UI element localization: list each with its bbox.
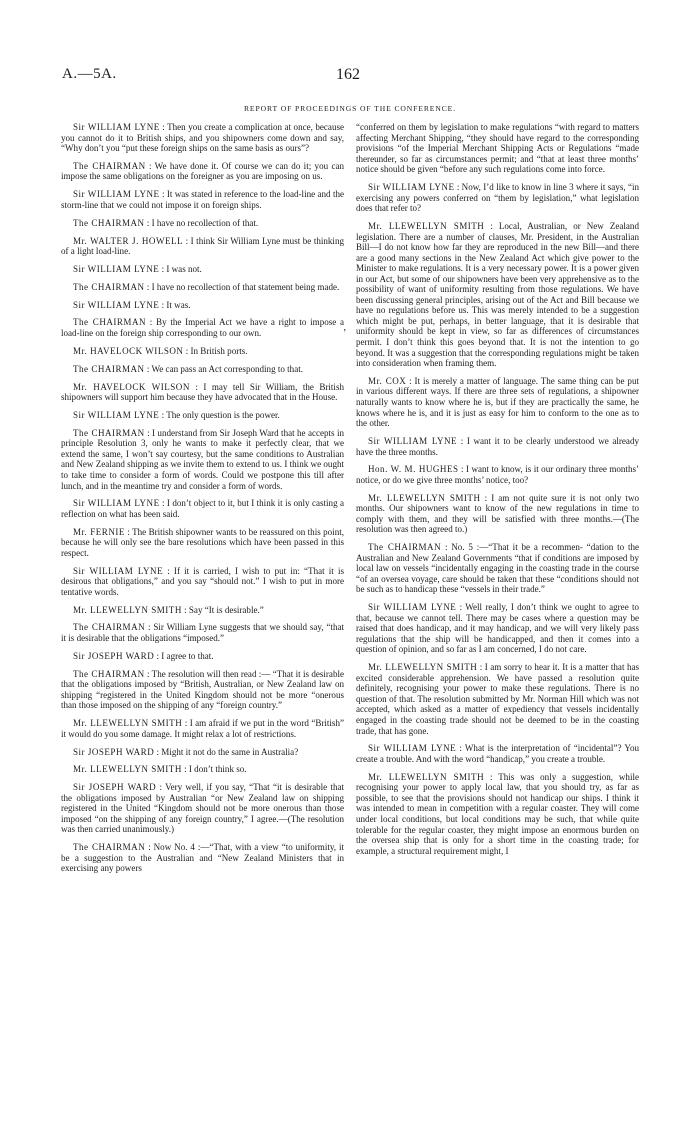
- speech-text: : We have done it. Of course we can do it; you can impose the same obligations on the foreigner as you are imposing on us.: [61, 160, 344, 182]
- speech-text: : If it is carried, I wish to put in: “That it is desirous that obligations,” and you say “should not.” I wish to put in more tentative words.: [61, 565, 344, 597]
- speaker-name: Mr. LLEWELLYN SMITH: [73, 764, 182, 775]
- speech-text: : I am not quite sure it is not only two months. Our shipowners want to know of the new regulations in time to comply with them, and they will be satisfied with three months.—(The resolution was then agreed to.): [356, 492, 639, 535]
- speech-text: : It was stated in reference to the load-line and the storm-line that we could not impose it on foreign ships.: [61, 189, 344, 210]
- speech-paragraph: [61, 651, 344, 662]
- speaker-name: Sir WILLIAM LYNE: [73, 189, 160, 200]
- speech-paragraph: [61, 566, 344, 598]
- speech-paragraph: [61, 282, 344, 293]
- speaker-name: Sir WILLIAM LYNE: [368, 435, 458, 446]
- speech-paragraph: [61, 300, 344, 311]
- speech-paragraph: [61, 122, 344, 154]
- speaker-name: Mr. HAVELOCK WILSON: [73, 381, 190, 392]
- speech-paragraph: [356, 493, 639, 535]
- speech-paragraph: [356, 662, 639, 736]
- speech-paragraph: [61, 718, 344, 739]
- speech-paragraph: [61, 317, 347, 339]
- speech-paragraph: [61, 498, 344, 519]
- speech-text: : The resolution will then read :— “That it is desirable that the obligations imposed by “British, Australian, or New Zealand law on shipping “registered in the United Kingdom should not be more “onerous than those imposed on the shipping of any “foreign country.”: [61, 668, 344, 711]
- speech-paragraph: [356, 376, 639, 429]
- speaker-name: The CHAIRMAN: [73, 160, 146, 171]
- speech-paragraph: [356, 182, 639, 214]
- speech-paragraph: [61, 669, 344, 711]
- speech-text: : Might it not do the same in Australia?: [156, 746, 299, 757]
- speaker-name: Sir WILLIAM LYNE: [368, 743, 457, 754]
- speaker-name: Mr. HAVELOCK WILSON: [73, 345, 184, 356]
- speech-text: : I don’t think so.: [184, 764, 247, 775]
- page-number: 162: [336, 66, 360, 83]
- speaker-name: Mr. LLEWELLYN SMITH: [368, 220, 485, 231]
- speaker-name: Sir JOSEPH WARD: [73, 650, 155, 661]
- speaker-name: Hon. W. M. HUGHES: [368, 464, 459, 475]
- speaker-name: Sir WILLIAM LYNE: [73, 498, 160, 509]
- speech-text: : The only question is the power.: [161, 409, 280, 420]
- speech-paragraph: [61, 161, 344, 182]
- speaker-name: The CHAIRMAN: [73, 317, 147, 328]
- speaker-name: Mr. LLEWELLYN SMITH: [368, 492, 481, 503]
- speech-text: : This was only a suggestion, while recognising your power to apply local law, that you should try, as far as possible, to see that the provisions should not handicap our ships. I think it was intended to mean in competition with a regular coaster. They will come under local conditions, but local conditions may be such, that while quite tolerable for the regular coaster, they might impose an enormous burden on the oversea ship that is only for a short time in the coasting trade; for example, a structural requirement might, I: [356, 771, 639, 856]
- speech-text: : Now, I’d like to know in line 3 where it says, “in exercising any powers conferred on “them by legislation,” what legislation does that refer to?: [356, 182, 639, 214]
- speech-text: : I think Sir William Lyne must be thinking of a light load-line.: [61, 235, 344, 257]
- speaker-name: Sir WILLIAM LYNE: [73, 409, 160, 420]
- speech-text: : I want to know, is it our ordinary three months’ notice, or do we give three months’ notice, too?: [356, 464, 640, 485]
- speech-text: : What is the interpretation of “incidental”? You create a trouble. And with the word “handicap,” you create a trouble.: [356, 743, 639, 764]
- speech-text: : Sir William Lyne suggests that we should say, “that it is desirable that the obligations “imposed.”: [61, 622, 345, 644]
- speech-paragraph: [356, 743, 639, 764]
- speech-paragraph: [61, 527, 344, 559]
- speaker-name: The CHAIRMAN: [73, 281, 145, 292]
- running-title: REPORT OF PROCEEDINGS OF THE CONFERENCE.: [243, 104, 457, 113]
- speaker-name: Mr. LLEWELLYN SMITH: [73, 604, 182, 615]
- speech-paragraph: [61, 764, 344, 775]
- speaker-name: Sir WILLIAM LYNE: [368, 182, 455, 193]
- speech-text: “conferred on them by legislation to make regulations “with regard to matters affecting Merchant Shipping, “they should have regard to the corresponding provisions “of the Imperial Merchant Shipping Acts or Regulations “made thereunder, so far as circumstances permit; and “that at least three months’ notice should be given “before any such regulations come into force.: [356, 122, 639, 175]
- speech-paragraph: [356, 464, 639, 485]
- speech-text: : I don’t object to it, but I think it is only casting a reflection on what has been said.: [61, 498, 345, 519]
- speech-text: : I have no recollection of that statement being made.: [146, 281, 340, 292]
- speech-text: : Well really, I don’t think we ought to agree to that, because we cannot tell. There may be cases where a question may be raised that does handicap, and it may handicap, and we will very likely pass regulations that the ship will be handicapped, and then it comes into a question of opinion, and so far as I am concerned, I do not care.: [356, 602, 640, 655]
- speech-paragraph: [61, 605, 344, 616]
- speaker-name: Mr. LLEWELLYN SMITH: [73, 718, 183, 729]
- speech-text: : The British shipowner wants to be reassured on this point, because he will only see the bare resolutions which have been passed in this respect.: [61, 526, 344, 558]
- margin-mark: ’: [343, 328, 347, 339]
- speaker-name: Mr. LLEWELLYN SMITH: [368, 662, 478, 673]
- speech-text: : It is merely a matter of language. The same thing can be put in various different ways. If there are three sets of regulations, a shipowner naturally wants to know where he is, but if they are practically the same, he knows where he is, and it is just as easy for him to conform to the one as to the other.: [356, 375, 639, 429]
- speech-text: : By the Imperial Act we have a right to impose a load-line on the foreign ship corresponding to our own.: [61, 317, 345, 339]
- speaker-name: Mr. WALTER J. HOWELL: [73, 235, 184, 246]
- speech-text: : We can pass an Act corresponding to that.: [146, 363, 303, 374]
- speech-paragraph: [61, 842, 344, 874]
- speech-paragraph: [356, 122, 639, 175]
- speech-paragraph: [61, 622, 344, 643]
- speech-text: : I was not.: [161, 263, 202, 274]
- speaker-name: Sir WILLIAM LYNE: [73, 122, 160, 132]
- speech-text: : I am sorry to hear it. It is a matter that has excited considerable apprehension. We have passed a resolution quite definitely, recognising your power to make these regulations. There is no question of that. The resolution submitted by Mr. Norman Hill which was not accepted, which asked as a matter of expediency that vessels incidentally engaged in the coasting trade should not be deemed to be in the coasting trade, that has gone.: [356, 662, 639, 736]
- speech-text: : I have no recollection of that.: [146, 217, 259, 228]
- speech-paragraph: [356, 436, 639, 457]
- speaker-name: Mr. COX: [368, 375, 407, 386]
- speech-text: : Very well, if you say, “That “it is desirable that the obligations imposed by Australian “or New Zealand law on shipping registered in the United “Kingdom should not be more onerous than those imposed “on the shipping of any foreign country,” I agree.—(The resolution was then carried unanimously.): [61, 782, 345, 835]
- speech-paragraph: [61, 382, 344, 403]
- speech-paragraph: [356, 772, 639, 856]
- speaker-name: The CHAIRMAN: [73, 668, 145, 679]
- speech-paragraph: [61, 218, 344, 229]
- speech-text: : Then you create a complication at once, because you cannot do it to British ships, and you shipowners come down and say, “Why don’t you “put these foreign ships on the same basis as ours”?: [61, 122, 345, 154]
- speaker-name: The CHAIRMAN: [73, 842, 146, 853]
- speech-text: : It was.: [161, 299, 191, 310]
- speech-paragraph: [61, 236, 344, 257]
- speech-text: : I may tell Sir William, the British shipowners will support him because they have advocated that in the House.: [61, 381, 344, 403]
- section-code: A.—5A.: [62, 66, 117, 82]
- speech-paragraph: [61, 346, 344, 357]
- speech-paragraph: [356, 542, 639, 595]
- speech-paragraph: [61, 364, 344, 375]
- speech-text: : No. 5 :—“That it be a recommen- “dation to the Australian and New Zealand Governments “that if conditions are imposed by local law on vessels “incidentally engaging in the coasting trade in the course “of an oversea voyage, care should be taken that these “conditions should not be such as to handicap these “vessels in their trade.”: [356, 542, 640, 595]
- speaker-name: Sir JOSEPH WARD: [73, 746, 155, 757]
- speaker-name: Mr. LLEWELLYN SMITH: [368, 771, 485, 782]
- speech-paragraph: [61, 189, 344, 210]
- speech-paragraph: [61, 747, 344, 758]
- speech-text: : Now No. 4 :—“That, with a view “to uniformity, it be a suggestion to the Australian and “New Zealand Ministers that in exercising any powers: [61, 842, 344, 874]
- speech-text: : In British ports.: [185, 345, 248, 356]
- speaker-name: The CHAIRMAN: [73, 427, 145, 438]
- speech-text: : I want it to be clearly understood we already have the three months.: [356, 435, 639, 457]
- speech-paragraph: [61, 782, 344, 835]
- speaker-name: Sir WILLIAM LYNE: [73, 263, 160, 274]
- speech-text: : I agree to that.: [156, 650, 214, 661]
- speech-text: : Local, Australian, or New Zealand legislation. There are a number of clauses, Mr. President, in the Australian Bill—I do not know how far they are reproduced in the new Bill—and there are a good many sections in the New Zealand Act which give power to the Minister to make regulations. It is a very necessary power. It is a power given in our Act, but some of our shipowners have been very apprehensive as to the possibility of want of uniformity resulting from those regulations. We have been discussing general principles, arising out of the Act and Bill because we have no regulations before us. This was merely intended to be a suggestion which might be put, perhaps, in better language, that it is desirable that uniformity should be kept in view, so far as differences of circumstances permit. I don’t think this goes beyond that. It is not the intention to go beyond. It was a suggestion that the corresponding regulations might be taken into consideration when framing them.: [356, 220, 639, 369]
- speaker-name: The CHAIRMAN: [368, 542, 442, 553]
- right-column: [356, 122, 639, 863]
- speaker-name: The CHAIRMAN: [73, 217, 145, 228]
- speech-paragraph: [356, 602, 639, 655]
- speaker-name: Sir WILLIAM LYNE: [368, 602, 457, 613]
- left-column: [61, 122, 347, 881]
- speaker-name: The CHAIRMAN: [73, 622, 146, 633]
- speech-paragraph: [61, 264, 344, 275]
- speaker-name: Mr. FERNIE: [73, 526, 125, 537]
- speaker-name: The CHAIRMAN: [73, 363, 145, 374]
- speaker-name: Sir JOSEPH WARD: [73, 782, 157, 793]
- speech-text: : I am afraid if we put in the word “British” it would do you some damage. It might relax a lot of restrictions.: [61, 718, 344, 739]
- speech-paragraph: [356, 221, 639, 369]
- speech-paragraph: [61, 428, 344, 491]
- speech-text: : Say “It is desirable.”: [184, 604, 264, 615]
- speech-paragraph: [61, 410, 344, 421]
- speech-text: : I understand from Sir Joseph Ward that he accepts in principle Resolution 3, only he wants to make it perfectly clear, that we extend the same, I won’t say courtesy, but the same conditions to Australian and New Zealand shipping as we invite them to extend to us. I think we ought to take time to consider a form of words. Could we postpone this till after lunch, and in the meantime try and consider a form of words.: [61, 427, 344, 491]
- speaker-name: Sir WILLIAM LYNE: [73, 565, 164, 576]
- speaker-name: Sir WILLIAM LYNE: [73, 299, 160, 310]
